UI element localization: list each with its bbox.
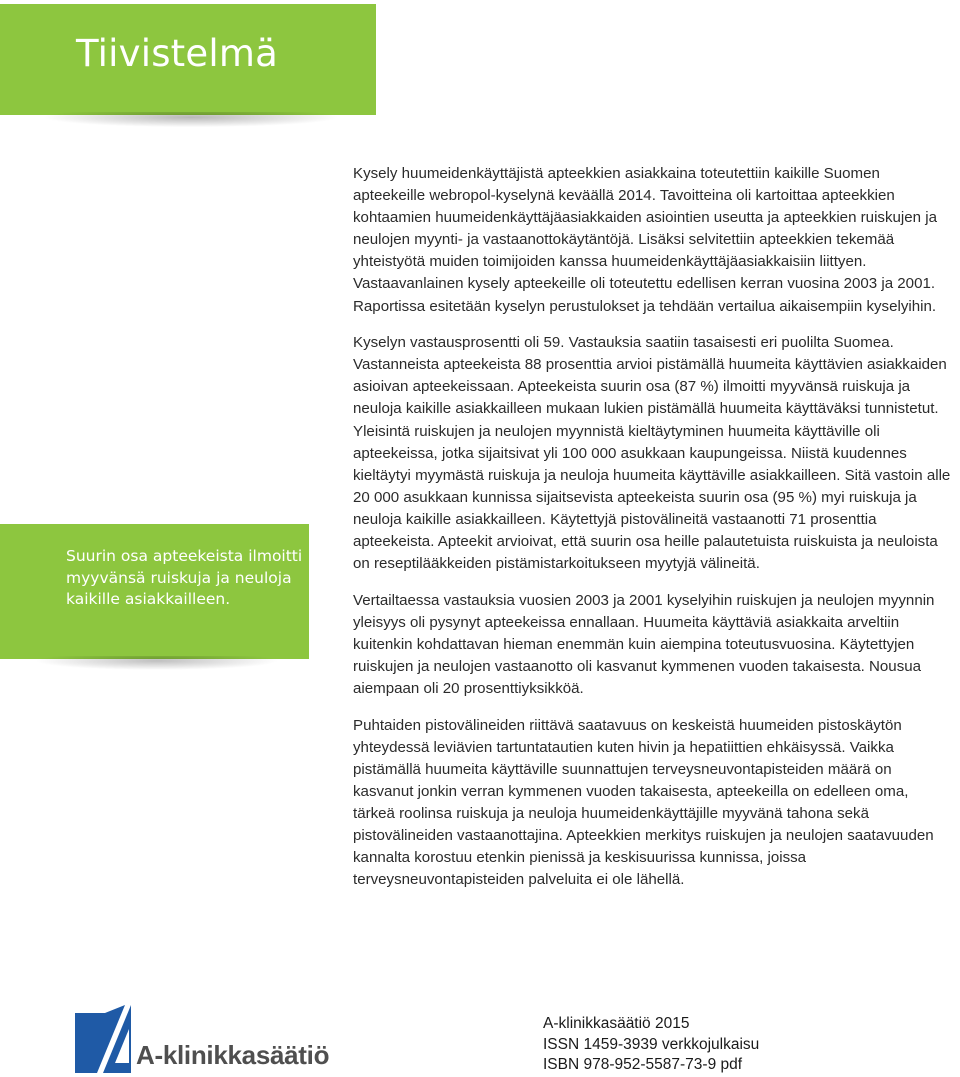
paragraph-results: Kyselyn vastausprosentti oli 59. Vastauksia saatiin tasaisesti eri puolilta Suomea. Vastanneista apteekeista 88 prosenttia arvioi pistämällä huumeita käyttävien asiakkaiden asioivan apteekeissaan. Apteekeista suurin osa (87 %) ilmoitti myyvänsä ruiskuja ja neuloja kaikille asiakkailleen mukaan lukien pistämällä huumeita käyttäväksi tunnistetut. Yleisintä ruiskujen ja neulojen myynnistä kieltäytyminen huumeita käyttäville oli apteekeissa, jotka sijaitsivat yli 100 000 asukkaan kaupungeissa. Niistä kuudennes kieltäytyi myymästä ruiskuja ja neuloja huumeita käyttäville asiakkailleen. Sitä vastoin alle 20 000 asukkaan kunnissa sijaitsevista apteekeista suurin osa (95 %) myi ruiskuja ja neuloja kaikille asiakkailleen. Käytettyjä pistovälineitä vastaanotti 71 prosenttia apteekeista. Apteekit arvioivat, että suurin osa heille palautetuista ruiskuista ja neuloista on reseptilääkkeiden pistämistarkoitukseen myytyjä välineitä. xyxy=(353,334,951,573)
logo-wordmark: A-klinikkasäätiö xyxy=(136,1040,330,1070)
colophon-issn: ISSN 1459-3939 verkkojulkaisu xyxy=(543,1035,760,1053)
highlight-quote: Suurin osa apteekeista ilmoitti myyvänsä ruiskuja ja neuloja kaikille asiakkailleen. xyxy=(66,547,303,608)
page-title: Tiivistelmä xyxy=(76,32,278,75)
summary-body xyxy=(353,163,953,906)
colophon-publisher: A-klinikkasäätiö 2015 xyxy=(543,1015,690,1032)
highlight-quote-box xyxy=(0,524,309,659)
title-banner xyxy=(0,4,376,115)
highlight-box-shadow xyxy=(0,656,314,680)
paragraph-intro: Kysely huumeidenkäyttäjistä apteekkien asiakkaina toteutettiin kaikille Suomen apteekeille webropol-kyselynä keväällä 2014. Tavoitteina oli kartoittaa apteekkien kohtaamien huumeidenkäyttäjäasiakkaiden asiointien useutta ja apteekkien ruiskujen ja neulojen myynti- ja vastaanottokäytäntöjä. Lisäksi selvitettiin apteekkien tekemää yhteistyötä muiden toimijoiden kanssa huumeidenkäyttäjäasiakkaisiin liittyen. Vastaavanlainen kysely apteekeille oli toteutettu edellisen kerran vuosina 2003 ja 2001. Raportissa esitetään kyselyn perustulokset ja tehdään vertailua aikaisempiin kyselyihin. xyxy=(353,165,937,315)
colophon-isbn: ISBN 978-952-5587-73-9 pdf xyxy=(543,1056,743,1073)
title-banner-shadow xyxy=(0,112,382,138)
paragraph-conclusion: Puhtaiden pistovälineiden riittävä saatavuus on keskeistä huumeiden pistoskäytön yhteydessä leviävien tartuntatautien kuten hivin ja hepatiittien ehkäisyssä. Vaikka pistämällä huumeita käyttäville suunnattujen terveysneuvontapisteiden määrä on kasvanut jonkin verran kymmenen vuoden takaisesta, apteekeilla on edelleen oma, tärkeä roolinsa ruiskuja ja neuloja huumeidenkäyttäjille myyvänä tahona sekä pistovälineiden vastaanottajina. Apteekkien merkitys ruiskujen ja neulojen saatavuuden kannalta korostuu etenkin pienissä ja keskisuurissa kunnissa, joissa terveysneuvontapisteiden palveluita ei ole lähellä. xyxy=(353,716,934,889)
paragraph-comparison: Vertailtaessa vastauksia vuosien 2003 ja 2001 kyselyihin ruiskujen ja neulojen myynnin yleisyys oli pysynyt apteekeissa ennallaan. Huumeita käyttäviä asiakkaita arveltiin kuitenkin kohdattavan hieman enemmän kuin aiempina toteutusvuosina. Käytettyjen ruiskujen ja neulojen vastaanotto oli kasvanut kymmenen vuoden takaisesta. Nousua aiempaan oli 20 prosenttiyksikköä. xyxy=(353,591,935,698)
colophon xyxy=(543,1014,759,1076)
